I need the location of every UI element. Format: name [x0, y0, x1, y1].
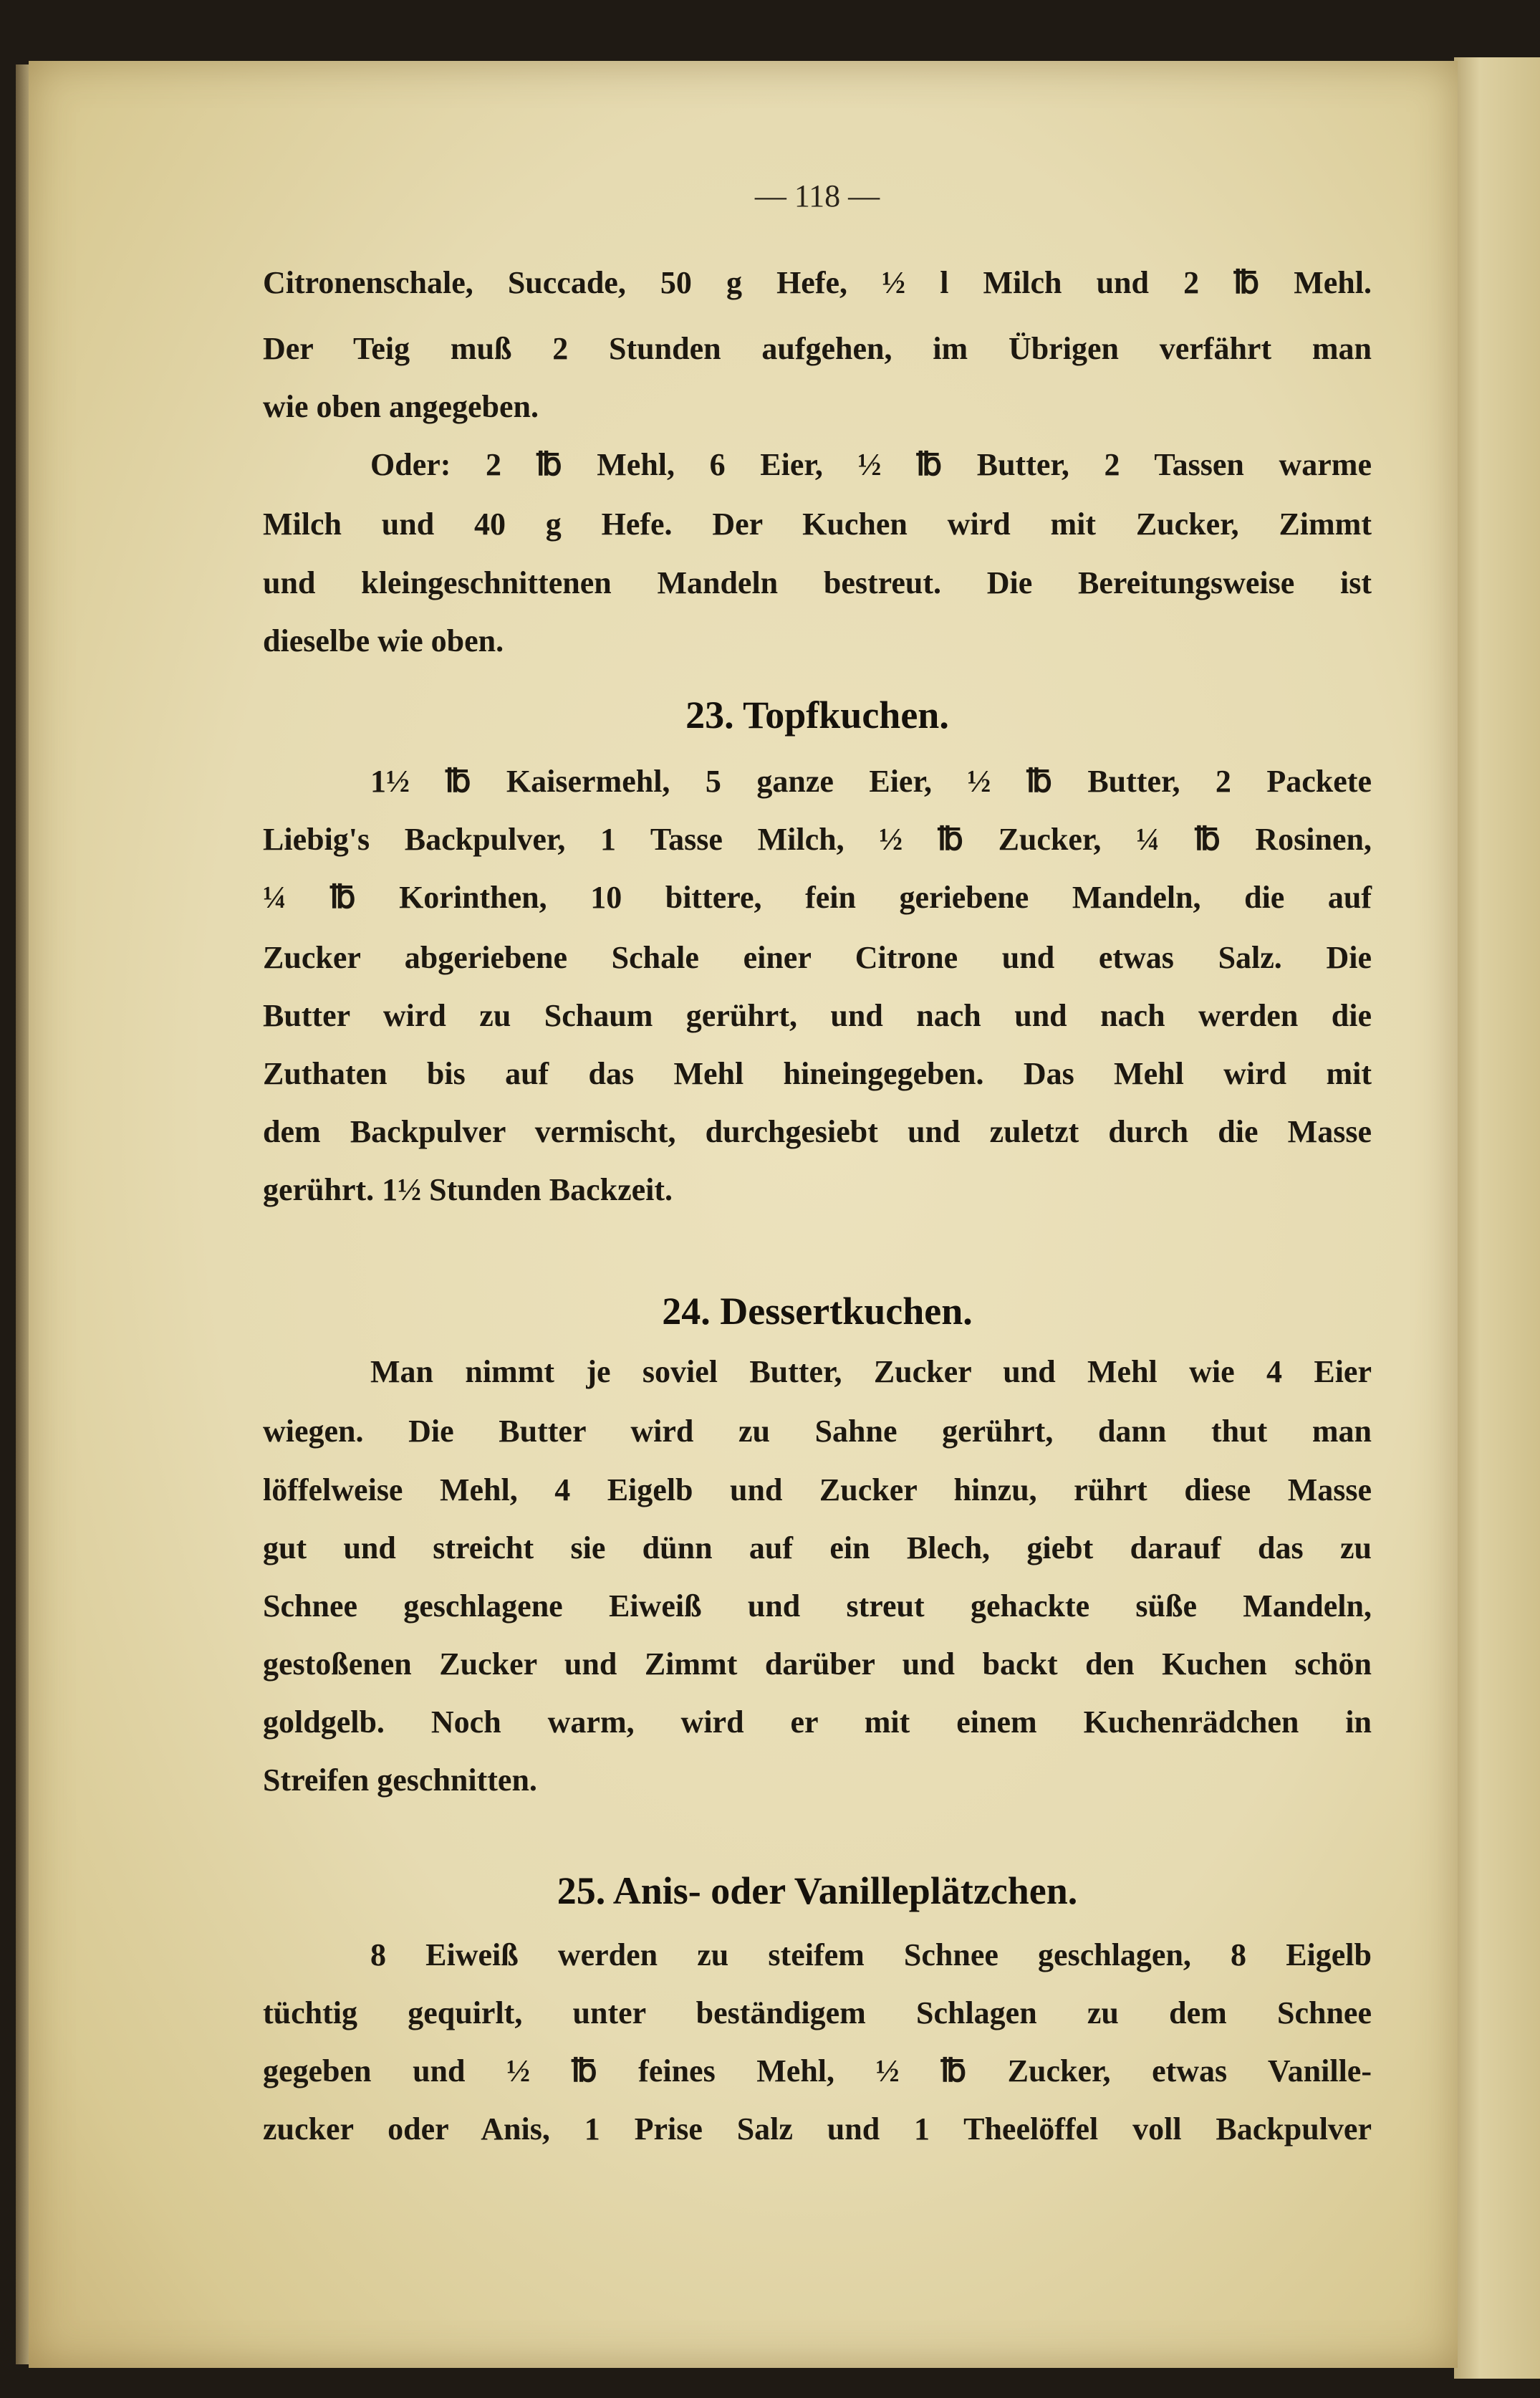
text-line: dem Backpulver vermischt, durchgesiebt und zuletzt durch die Masse	[263, 1114, 1372, 1149]
text-line: ¼ ℔ Korinthen, 10 bittere, fein geriebene Mandeln, die auf	[263, 880, 1372, 915]
text-line: Schnee geschlagene Eiweiß und streut gehackte süße Mandeln,	[263, 1588, 1372, 1624]
text-line: Liebig's Backpulver, 1 Tasse Milch, ½ ℔ Zucker, ¼ ℔ Rosinen,	[263, 822, 1372, 857]
text-line: goldgelb. Noch warm, wird er mit einem Kuchenrädchen in	[263, 1704, 1372, 1740]
recipe-heading-23: 23. Topfkuchen.	[685, 694, 949, 737]
text-line: 1½ ℔ Kaisermehl, 5 ganze Eier, ½ ℔ Butter, 2 Packete	[370, 764, 1372, 799]
text-line: Zucker abgeriebene Schale einer Citrone und etwas Salz. Die	[263, 940, 1372, 975]
text-line: tüchtig gequirlt, unter beständigem Schlagen zu dem Schnee	[263, 1995, 1372, 2030]
text-line: Zuthaten bis auf das Mehl hineingegeben. Das Mehl wird mit	[263, 1056, 1372, 1091]
page-number: — 118 —	[754, 178, 880, 214]
text-line: löffelweise Mehl, 4 Eigelb und Zucker hinzu, rührt diese Masse	[263, 1472, 1372, 1507]
text-line: Milch und 40 g Hefe. Der Kuchen wird mit Zucker, Zimmt	[263, 507, 1372, 542]
text-line: dieselbe wie oben.	[263, 623, 504, 658]
text-line: Der Teig muß 2 Stunden aufgehen, im Übrigen verfährt man	[263, 331, 1372, 366]
next-page-edge	[1454, 57, 1540, 2379]
text-line: Streifen geschnitten.	[263, 1762, 537, 1798]
recipe-heading-24: 24. Dessertkuchen.	[662, 1290, 973, 1333]
text-line: und kleingeschnittenen Mandeln bestreut. Die Bereitungsweise ist	[263, 565, 1372, 600]
text-line: gestoßenen Zucker und Zimmt darüber und backt den Kuchen schön	[263, 1646, 1372, 1682]
text-line: Oder: 2 ℔ Mehl, 6 Eier, ½ ℔ Butter, 2 Tassen warme	[370, 447, 1372, 482]
text-line: wiegen. Die Butter wird zu Sahne gerührt, dann thut man	[263, 1414, 1372, 1449]
text-line: gut und streicht sie dünn auf ein Blech, giebt darauf das zu	[263, 1530, 1372, 1565]
text-line: gegeben und ½ ℔ feines Mehl, ½ ℔ Zucker, etwas Vanille-	[263, 2053, 1372, 2088]
text-line: gerührt. 1½ Stunden Backzeit.	[263, 1172, 673, 1207]
text-line: wie oben angegeben.	[263, 389, 539, 424]
text-line: Man nimmt je soviel Butter, Zucker und Mehl wie 4 Eier	[370, 1354, 1372, 1389]
text-line: Citronenschale, Succade, 50 g Hefe, ½ l Milch und 2 ℔ Mehl.	[263, 265, 1372, 300]
text-line: zucker oder Anis, 1 Prise Salz und 1 Theelöffel voll Backpulver	[263, 2111, 1372, 2147]
text-line: 8 Eiweiß werden zu steifem Schnee geschlagen, 8 Eigelb	[370, 1937, 1372, 1972]
recipe-heading-25: 25. Anis- oder Vanilleplätzchen.	[557, 1869, 1078, 1912]
text-line: Butter wird zu Schaum gerührt, und nach und nach werden die	[263, 998, 1372, 1033]
